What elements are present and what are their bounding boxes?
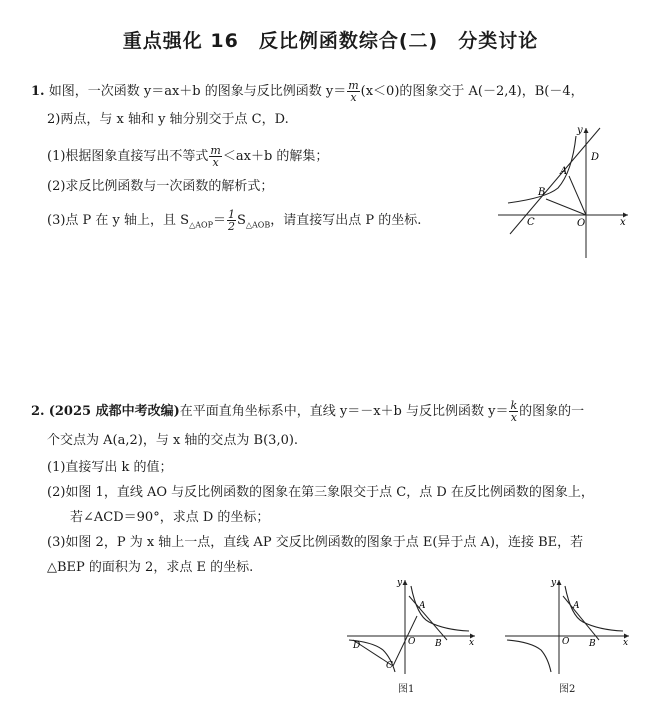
fig2-label-o: O xyxy=(562,637,570,647)
q2-part2: (2)如图 1，直线 AO 与反比例函数的图象在第三象限交于点 C，点 D 在反比例函数的图象上， xyxy=(47,485,594,500)
q1-part1-frac-num: m xyxy=(210,144,221,157)
q1-part3 xyxy=(47,209,421,235)
q1-part1-b: ＜ax＋b 的解集； xyxy=(222,149,329,164)
q1-label-a: A xyxy=(560,166,568,177)
q1-label-y: y xyxy=(577,125,583,136)
page-title: 重点强化 16 反比例函数综合(二) 分类讨论 xyxy=(122,30,539,52)
fig2-hyperbola-q3 xyxy=(507,640,551,672)
q2-frac-den: x xyxy=(510,411,517,424)
q1-part3-half-den: 2 xyxy=(227,220,235,233)
q1-stem-line1 xyxy=(31,80,584,103)
q2-part3-cont: △BEP 的面积为 2，求点 E 的坐标. xyxy=(47,560,254,575)
q1-number: 1. xyxy=(31,84,45,99)
q1-part3-a: (3)点 P 在 y 轴上，且 S xyxy=(47,213,190,228)
fig2-label-a: A xyxy=(573,601,580,611)
q1-part3-sub2: △AOB xyxy=(245,220,271,230)
q1-part3-half-num: 1 xyxy=(227,208,235,221)
q2-number: 2. xyxy=(31,404,45,419)
fig1-label-x: x xyxy=(469,638,475,648)
fig1-label-d: D xyxy=(353,641,361,651)
q2-source: (2025 成都中考改编) xyxy=(48,404,180,419)
fig1-label-c: C xyxy=(386,661,393,671)
q1-label-d: D xyxy=(591,152,600,163)
q2-frac-k-over-x xyxy=(509,400,518,423)
fig1-label-o: O xyxy=(408,637,416,647)
q1-label-x: x xyxy=(620,217,626,228)
q1-frac-den: x xyxy=(350,91,357,104)
fig2-y-arrow xyxy=(557,580,562,585)
q1-stem-a: 如图，一次函数 y＝ax＋b 的图象与反比例函数 y＝ xyxy=(48,84,347,99)
q2-part2-cont: 若∠ACD＝90°，求点 D 的坐标； xyxy=(70,510,270,525)
q1-label-b: B xyxy=(538,187,546,198)
q1-stem-b: (x＜0)的图象交于 A(－2,4)，B(－4， xyxy=(360,84,584,99)
q1-y-arrow xyxy=(584,128,589,133)
q1-part1-a: (1)根据图象直接写出不等式 xyxy=(47,149,209,164)
q1-part3-b: ，请直接写出点 P 的坐标. xyxy=(270,213,422,228)
q2-figure-1 xyxy=(345,576,480,678)
q1-part3-s: S xyxy=(236,213,246,228)
q1-part3-sub1: △AOP xyxy=(189,220,213,230)
q2-stem-b: 的图象的一 xyxy=(519,404,585,419)
q1-label-o: O xyxy=(577,218,586,229)
fig2-label-b: B xyxy=(589,639,596,649)
q1-graph xyxy=(496,122,636,262)
q1-part2: (2)求反比例函数与一次函数的解析式； xyxy=(47,179,274,194)
q1-part1-frac xyxy=(209,145,221,168)
q1-frac-m-over-x xyxy=(347,80,359,103)
fig1-caption: 图1 xyxy=(398,684,415,695)
q2-part3: (3)如图 2，P 为 x 轴上一点，直线 AP 交反比例函数的图象于点 E(异于点 A)，连接 BE，若 xyxy=(47,535,584,550)
fig1-y-arrow xyxy=(403,580,408,585)
fig1-line-ab xyxy=(409,596,447,640)
q1-part1-frac-den: x xyxy=(212,156,219,169)
q2-part1: (1)直接写出 k 的值； xyxy=(47,460,173,475)
fig2-line-ab xyxy=(563,596,599,640)
q2-frac-num: k xyxy=(510,399,518,412)
q1-part1 xyxy=(47,145,328,168)
q2-stem-a: 在平面直角坐标系中，直线 y＝－x＋b 与反比例函数 y＝ xyxy=(179,404,509,419)
q1-part3-frac-half xyxy=(227,209,236,232)
fig2-caption: 图2 xyxy=(559,684,576,695)
q2-stem-line2: 个交点为 A(a,2)，与 x 轴的交点为 B(3,0). xyxy=(47,433,299,448)
q1-stem-line2: 2)两点，与 x 轴和 y 轴分别交于点 C，D. xyxy=(47,112,289,127)
q1-label-c: C xyxy=(527,217,535,228)
fig1-label-y: y xyxy=(397,578,403,588)
q2-stem-line1 xyxy=(31,400,584,423)
fig2-label-x: x xyxy=(623,638,629,648)
fig1-label-a: A xyxy=(419,601,426,611)
q1-part3-eq: ＝ xyxy=(212,213,226,228)
fig2-label-y: y xyxy=(551,578,557,588)
q1-frac-num: m xyxy=(348,79,359,92)
fig1-label-b: B xyxy=(435,639,442,649)
q2-figure-2 xyxy=(503,576,633,678)
